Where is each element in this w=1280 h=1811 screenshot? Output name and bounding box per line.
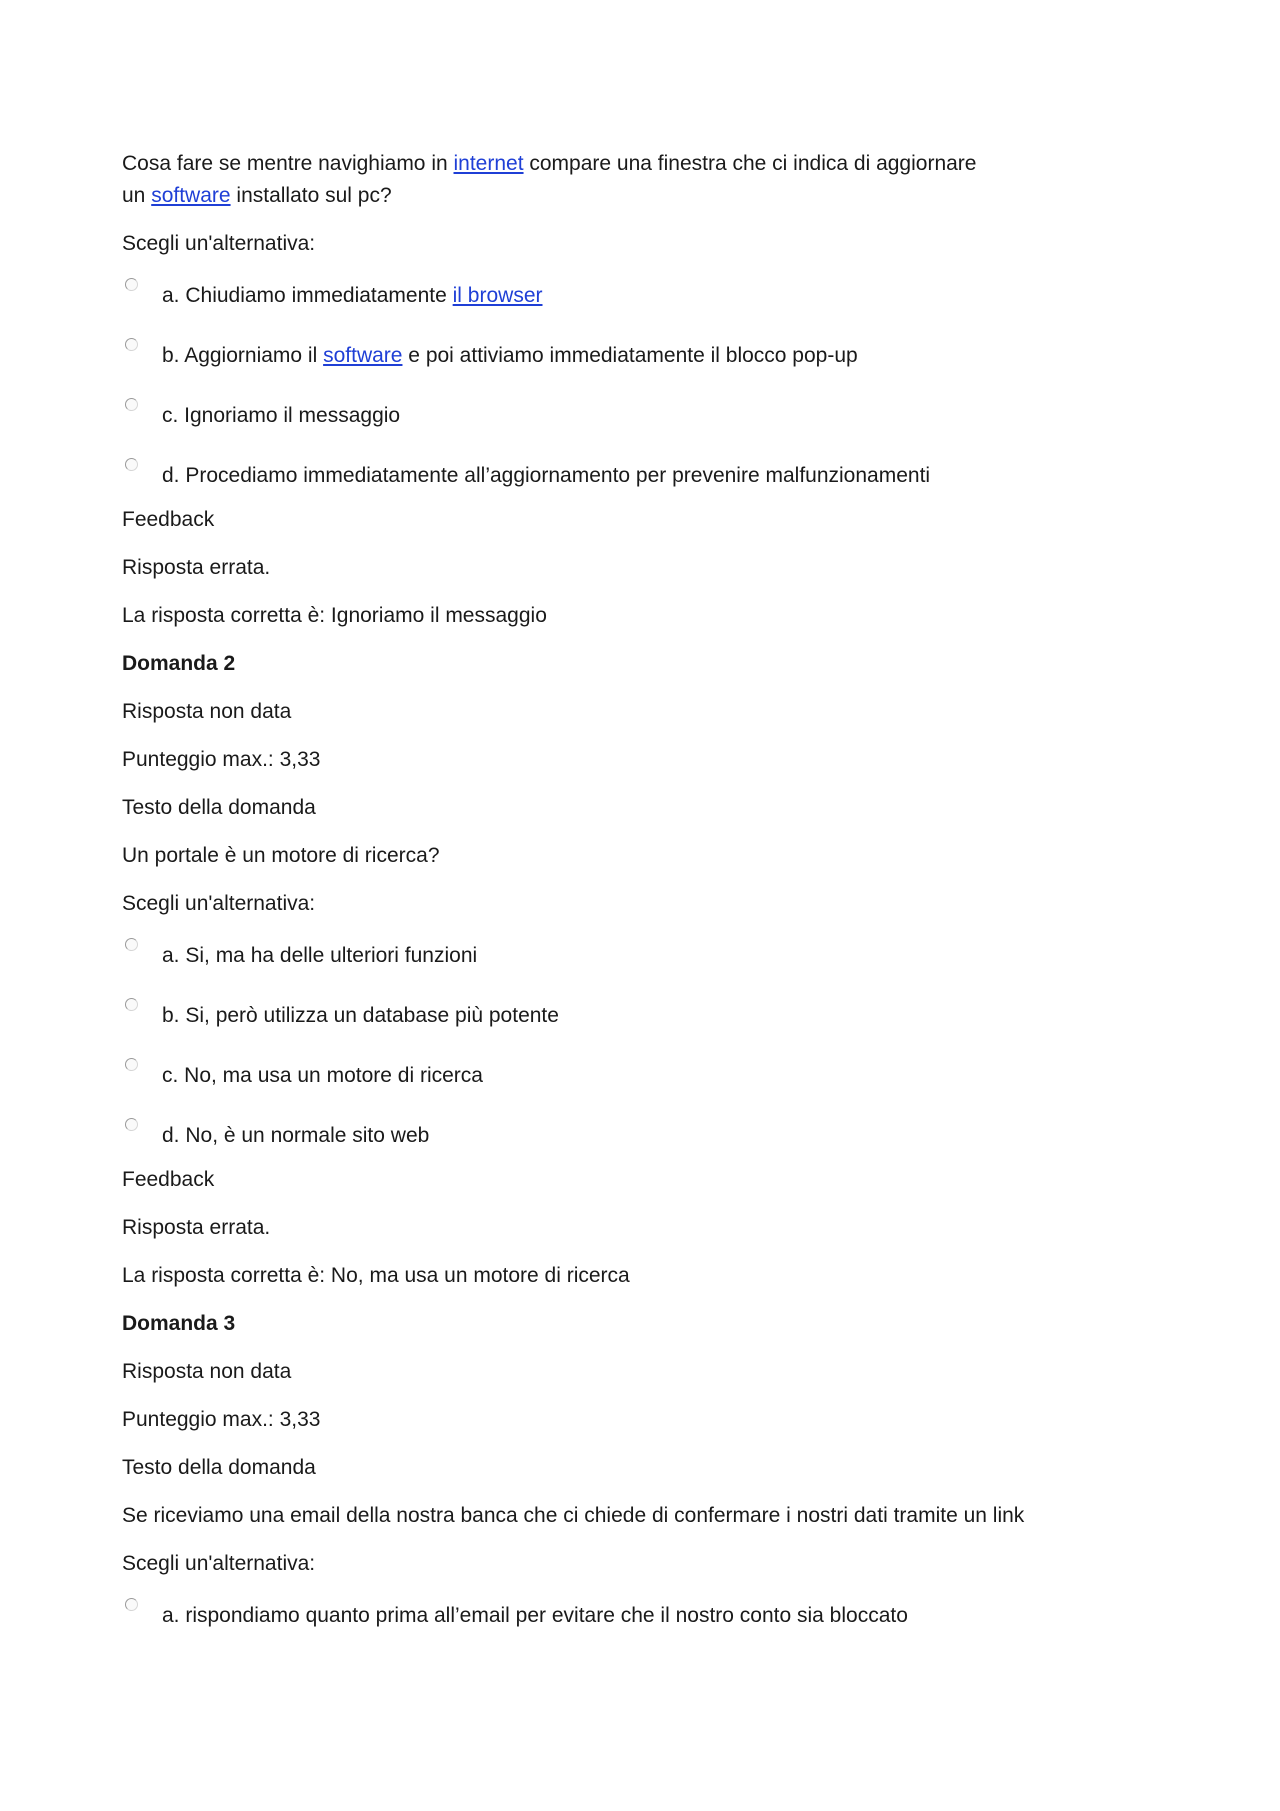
radio-button[interactable] bbox=[125, 1598, 138, 1611]
question-text-line2 bbox=[122, 180, 1162, 212]
radio-button[interactable] bbox=[125, 458, 138, 471]
max-score: Punteggio max.: 3,33 bbox=[122, 1408, 321, 1431]
radio-button[interactable] bbox=[125, 938, 138, 951]
question-text: Se riceviamo una email della nostra banca che ci chiede di confermare i nostri dati tramite un link bbox=[122, 1504, 1025, 1527]
option-label: d. Procediamo immediatamente all’aggiornamento per prevenire malfunzionamenti bbox=[162, 464, 931, 487]
radio-button[interactable] bbox=[125, 998, 138, 1011]
option-label: c. Ignoriamo il messaggio bbox=[162, 404, 401, 427]
option-label: c. No, ma usa un motore di ricerca bbox=[162, 1064, 483, 1087]
question-title: Domanda 2 bbox=[122, 652, 236, 675]
radio-button[interactable] bbox=[125, 338, 138, 351]
answer-option-d[interactable] bbox=[122, 456, 1162, 504]
answer-option-c[interactable] bbox=[122, 1056, 1162, 1116]
option-label: a. Si, ma ha delle ulteriori funzioni bbox=[162, 944, 478, 967]
feedback-label: Feedback bbox=[122, 1168, 215, 1191]
radio-button[interactable] bbox=[125, 278, 138, 291]
correct-answer: La risposta corretta è: Ignoriamo il messaggio bbox=[122, 604, 547, 627]
question-text-label: Testo della domanda bbox=[122, 1456, 316, 1479]
choose-alternative-label: Scegli un'alternativa: bbox=[122, 232, 316, 255]
answer-status: Risposta non data bbox=[122, 1360, 292, 1383]
software-link[interactable]: software bbox=[323, 344, 403, 367]
option-label: a. rispondiamo quanto prima all’email per evitare che il nostro conto sia bloccato bbox=[162, 1604, 908, 1627]
question-text: Un portale è un motore di ricerca? bbox=[122, 844, 440, 867]
option-text: e poi attiviamo immediatamente il blocco pop-up bbox=[402, 344, 858, 367]
question-text-part: installato sul pc? bbox=[230, 184, 392, 207]
answer-option-b[interactable] bbox=[122, 996, 1162, 1056]
question-text-part: un bbox=[122, 184, 152, 207]
answer-option-d[interactable] bbox=[122, 1116, 1162, 1164]
radio-button[interactable] bbox=[125, 1058, 138, 1071]
answer-option-a[interactable] bbox=[122, 276, 1162, 336]
question-text-part: Cosa fare se mentre navighiamo in bbox=[122, 152, 454, 175]
answer-result: Risposta errata. bbox=[122, 1216, 271, 1239]
feedback-label: Feedback bbox=[122, 508, 215, 531]
option-label bbox=[162, 280, 543, 312]
option-label: b. Si, però utilizza un database più potente bbox=[162, 1004, 559, 1027]
option-label bbox=[162, 340, 858, 372]
answer-option-c[interactable] bbox=[122, 396, 1162, 456]
question-text-part: compare una finestra che ci indica di aggiornare bbox=[523, 152, 977, 175]
radio-button[interactable] bbox=[125, 398, 138, 411]
max-score: Punteggio max.: 3,33 bbox=[122, 748, 321, 771]
question-text-label: Testo della domanda bbox=[122, 796, 316, 819]
choose-alternative-label: Scegli un'alternativa: bbox=[122, 1552, 316, 1575]
quiz-page bbox=[122, 148, 1162, 1656]
answer-result: Risposta errata. bbox=[122, 556, 271, 579]
software-link[interactable]: software bbox=[151, 184, 231, 207]
question-text bbox=[122, 148, 1162, 180]
choose-alternative-label: Scegli un'alternativa: bbox=[122, 892, 316, 915]
answer-option-b[interactable] bbox=[122, 336, 1162, 396]
radio-button[interactable] bbox=[125, 1118, 138, 1131]
option-text: b. Aggiorniamo il bbox=[162, 344, 324, 367]
option-text: a. Chiudiamo immediatamente bbox=[162, 284, 453, 307]
answer-option-a[interactable] bbox=[122, 936, 1162, 996]
browser-link[interactable]: il browser bbox=[452, 284, 543, 307]
option-label: d. No, è un normale sito web bbox=[162, 1124, 430, 1147]
answer-status: Risposta non data bbox=[122, 700, 292, 723]
internet-link[interactable]: internet bbox=[453, 152, 524, 175]
answer-option-a[interactable] bbox=[122, 1596, 1162, 1656]
question-title: Domanda 3 bbox=[122, 1312, 236, 1335]
correct-answer: La risposta corretta è: No, ma usa un motore di ricerca bbox=[122, 1264, 630, 1287]
